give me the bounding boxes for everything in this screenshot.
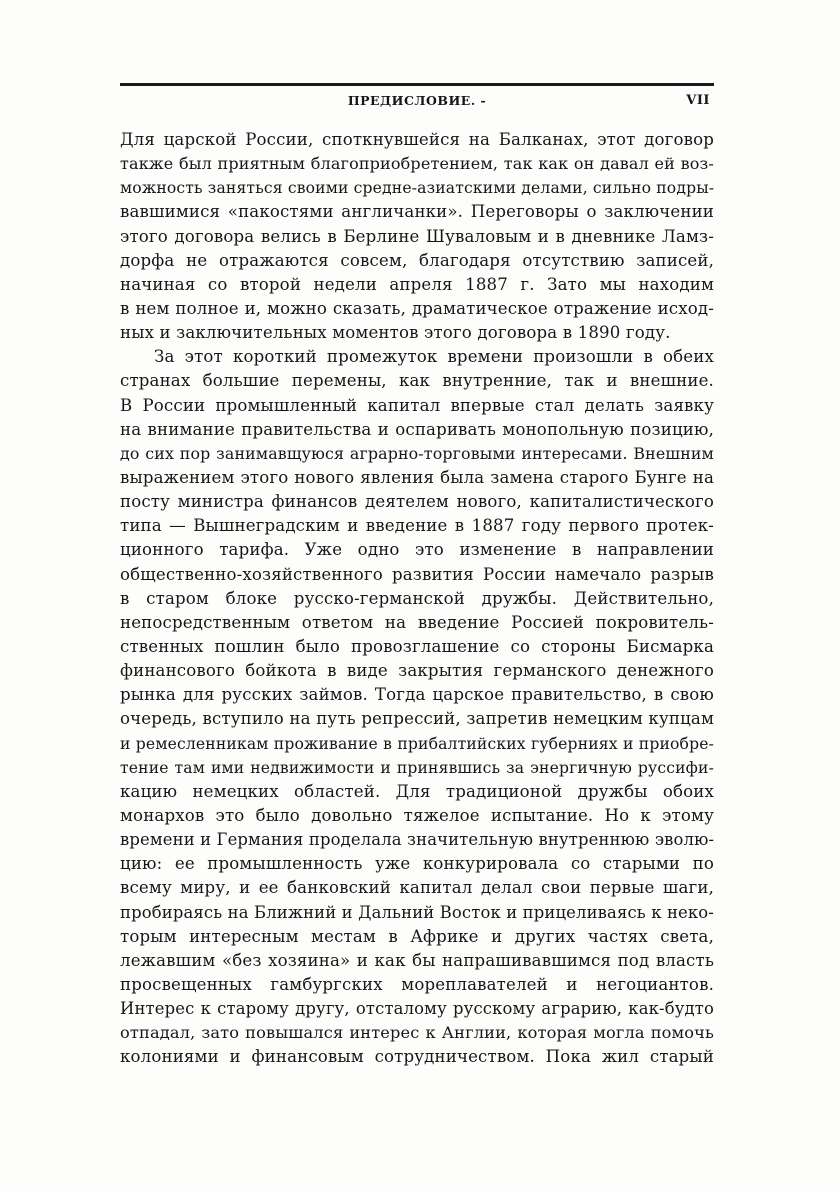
text-line: ственных пошлин было провозглашение со стороны Бисмарка [120,636,714,656]
text-line: Для царской России, споткнувшейся на Балканах, этот договор [120,130,714,149]
header-rule [120,83,714,86]
text-line: финансового бойкота в виде закрытия германского денежного [120,661,714,681]
text-line: в нем полное и, можно сказать, драматическое отражение исход- [120,298,714,318]
text-line: выражением этого нового явления была замена старого Бунге на [120,467,714,487]
text-line: колониями и финансовым сотрудничеством. Пока жил старый [120,1047,714,1067]
text-line: Интерес к старому другу, отсталому русскому аграрию, как-будто [120,999,714,1019]
text-line: монархов это было довольно тяжелое испытание. Но к этому [120,805,714,825]
text-line: пробираясь на Ближний и Дальний Восток и прицеливаясь к неко- [120,902,714,922]
text-line: посту министра финансов деятелем нового, капиталистического [120,492,714,512]
text-line: также был приятным благоприобретением, так как он давал ей воз- [120,154,714,174]
text-line: рынка для русских займов. Тогда царское правительство, в свою [120,685,714,705]
text-line: всему миру, и ее банковский капитал делал свои первые шаги, [120,878,714,898]
text-line: кацию немецких областей. Для традиционой дружбы обоих [120,781,714,801]
running-header [120,93,714,115]
text-line: типа — Вышнеградским и введение в 1887 году первого протек- [120,516,714,536]
text-line: общественно-хозяйственного развития России намечало разрыв [120,564,714,584]
body-text [120,128,714,1069]
text-line: За этот короткий промежуток времени произошли в обеих [154,347,714,367]
header-title: ПРЕДИСЛОВИЕ. - [347,93,487,108]
text-line: странах большие перемены, как внутренние, так и внешние. [120,371,714,391]
text-line: очередь, вступило на путь репрессий, запретив немецким купцам [120,709,714,729]
text-line: торым интересным местам в Африке и других частях света, [120,926,714,946]
text-line: дорфа не отражаются совсем, благодаря отсутствию записей, [120,250,714,270]
text-line: просвещенных гамбургских мореплавателей и негоциантов. [120,974,714,994]
text-line: ционного тарифа. Уже одно это изменение в направлении [120,540,714,560]
text-line: отпадал, зато повышался интерес к Англии, которая могла помочь [120,1023,714,1043]
text-line: непосредственным ответом на введение Россией покровитель- [120,612,714,632]
text-line: до сих пор занимавщуюся аграрно-торговыми интересами. Внешним [120,443,714,463]
text-line: В России промышленный капитал впервые стал делать заявку [120,395,714,415]
text-line: этого договора велись в Берлине Шуваловым и в дневнике Ламз- [120,226,714,246]
text-line: на внимание правительства и оспаривать монопольную позицию, [120,419,714,439]
text-line: тение там ими недвижимости и принявшись за энергичную руссифи- [120,758,714,777]
text-line: вавшимися «пакостями англичанки». Переговоры о заключении [120,202,714,222]
text-line: начиная со второй недели апреля 1887 г. Зато мы находим [120,274,714,294]
text-line: и ремесленникам проживание в прибалтийских губерниях и приобре- [120,734,714,753]
text-line: времени и Германия проделала значительную внутреннюю эволю- [120,830,715,850]
text-line: можность заняться своими средне-азиатскими делами, сильно подры- [120,179,715,198]
text-line: в старом блоке русско-германской дружбы. Действительно, [120,588,714,608]
text-line: лежавшим «без хозяина» и как бы напрашивавшимся под власть [120,950,714,970]
text-line: цию: ее промышленность уже конкурировала со старыми по [120,854,714,874]
page-number: VII [686,93,710,108]
text-line: ных и заключительных моментов этого договора в 1890 году. [120,323,671,343]
